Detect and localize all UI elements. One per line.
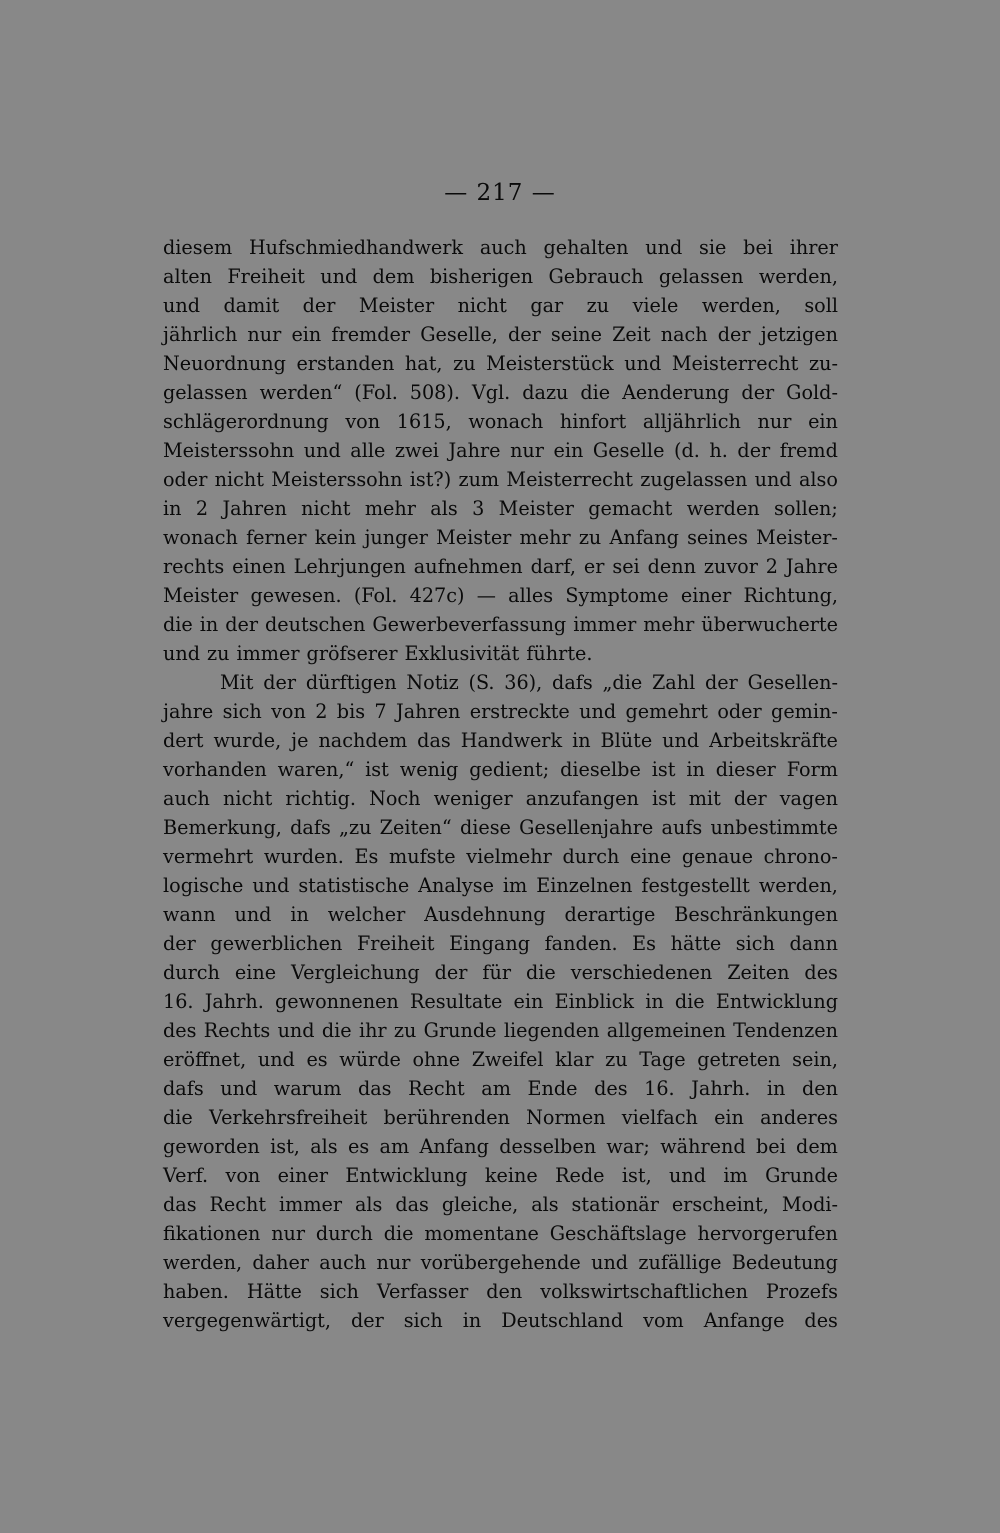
text-line: diesem Hufschmiedhandwerk auch gehalten und sie bei ihrer <box>163 236 838 259</box>
text-line: gelassen werden“ (Fol. 508). Vgl. dazu die Aenderung der Gold- <box>163 381 838 404</box>
text-line: und zu immer gröfserer Exklusivität führte. <box>163 642 593 665</box>
text-line: dafs und warum das Recht am Ende des 16. Jahrh. in den <box>163 1077 838 1100</box>
text-line: Neuordnung erstanden hat, zu Meisterstück und Meisterrecht zu- <box>163 352 838 375</box>
body-text <box>163 233 838 1335</box>
text-line: in 2 Jahren nicht mehr als 3 Meister gemacht werden sollen; <box>163 497 838 520</box>
text-line: die Verkehrsfreiheit berührenden Normen vielfach ein anderes <box>163 1106 838 1129</box>
text-line: auch nicht richtig. Noch weniger anzufangen ist mit der vagen <box>163 787 838 810</box>
text-line: wonach ferner kein junger Meister mehr zu Anfang seines Meister- <box>163 526 838 549</box>
text-line: werden, daher auch nur vorübergehende und zufällige Bedeutung <box>163 1251 838 1274</box>
text-line: des Rechts und die ihr zu Grunde liegenden allgemeinen Tendenzen <box>163 1019 838 1042</box>
text-line: 16. Jahrh. gewonnenen Resultate ein Einblick in die Entwicklung <box>163 990 838 1013</box>
text-line: alten Freiheit und dem bisherigen Gebrauch gelassen werden, <box>163 265 838 288</box>
text-line: der gewerblichen Freiheit Eingang fanden. Es hätte sich dann <box>163 932 838 955</box>
text-line: Mit der dürftigen Notiz (S. 36), dafs „die Zahl der Gesellen- <box>220 671 838 694</box>
page-number: — 217 — <box>444 180 556 206</box>
text-line: logische und statistische Analyse im Einzelnen festgestellt werden, <box>163 874 838 897</box>
text-line: jahre sich von 2 bis 7 Jahren erstreckte und gemehrt oder gemin- <box>163 700 838 723</box>
text-line: Bemerkung, dafs „zu Zeiten“ diese Gesellenjahre aufs unbestimmte <box>163 816 838 839</box>
text-line: Meisterssohn und alle zwei Jahre nur ein Geselle (d. h. der fremd <box>163 439 838 462</box>
text-line: vermehrt wurden. Es mufste vielmehr durch eine genaue chrono- <box>163 845 838 868</box>
text-line: durch eine Vergleichung der für die verschiedenen Zeiten des <box>163 961 838 984</box>
text-line: und damit der Meister nicht gar zu viele werden, soll <box>163 294 838 317</box>
text-line: jährlich nur ein fremder Geselle, der seine Zeit nach der jetzigen <box>163 323 838 346</box>
text-line: schlägerordnung von 1615, wonach hinfort alljährlich nur ein <box>163 410 838 433</box>
text-line: oder nicht Meisterssohn ist?) zum Meisterrecht zugelassen und also <box>163 468 838 491</box>
text-line: vorhanden waren,“ ist wenig gedient; dieselbe ist in dieser Form <box>163 758 838 781</box>
text-line: geworden ist, als es am Anfang desselben war; während bei dem <box>163 1135 838 1158</box>
text-line: rechts einen Lehrjungen aufnehmen darf, er sei denn zuvor 2 Jahre <box>163 555 838 578</box>
text-line: Meister gewesen. (Fol. 427c) — alles Symptome einer Richtung, <box>163 584 838 607</box>
text-line: fikationen nur durch die momentane Geschäftslage hervorgerufen <box>163 1222 838 1245</box>
text-line: das Recht immer als das gleiche, als stationär erscheint, Modi- <box>163 1193 838 1216</box>
text-line: wann und in welcher Ausdehnung derartige Beschränkungen <box>163 903 838 926</box>
text-line: Verf. von einer Entwicklung keine Rede ist, und im Grunde <box>163 1164 838 1187</box>
text-line: dert wurde, je nachdem das Handwerk in Blüte und Arbeitskräfte <box>163 729 838 752</box>
text-line: eröffnet, und es würde ohne Zweifel klar zu Tage getreten sein, <box>163 1048 838 1071</box>
text-line: die in der deutschen Gewerbeverfassung immer mehr überwucherte <box>163 613 838 636</box>
text-line: haben. Hätte sich Verfasser den volkswirtschaftlichen Prozefs <box>163 1280 838 1303</box>
text-line: vergegenwärtigt, der sich in Deutschland vom Anfange des <box>163 1309 838 1332</box>
